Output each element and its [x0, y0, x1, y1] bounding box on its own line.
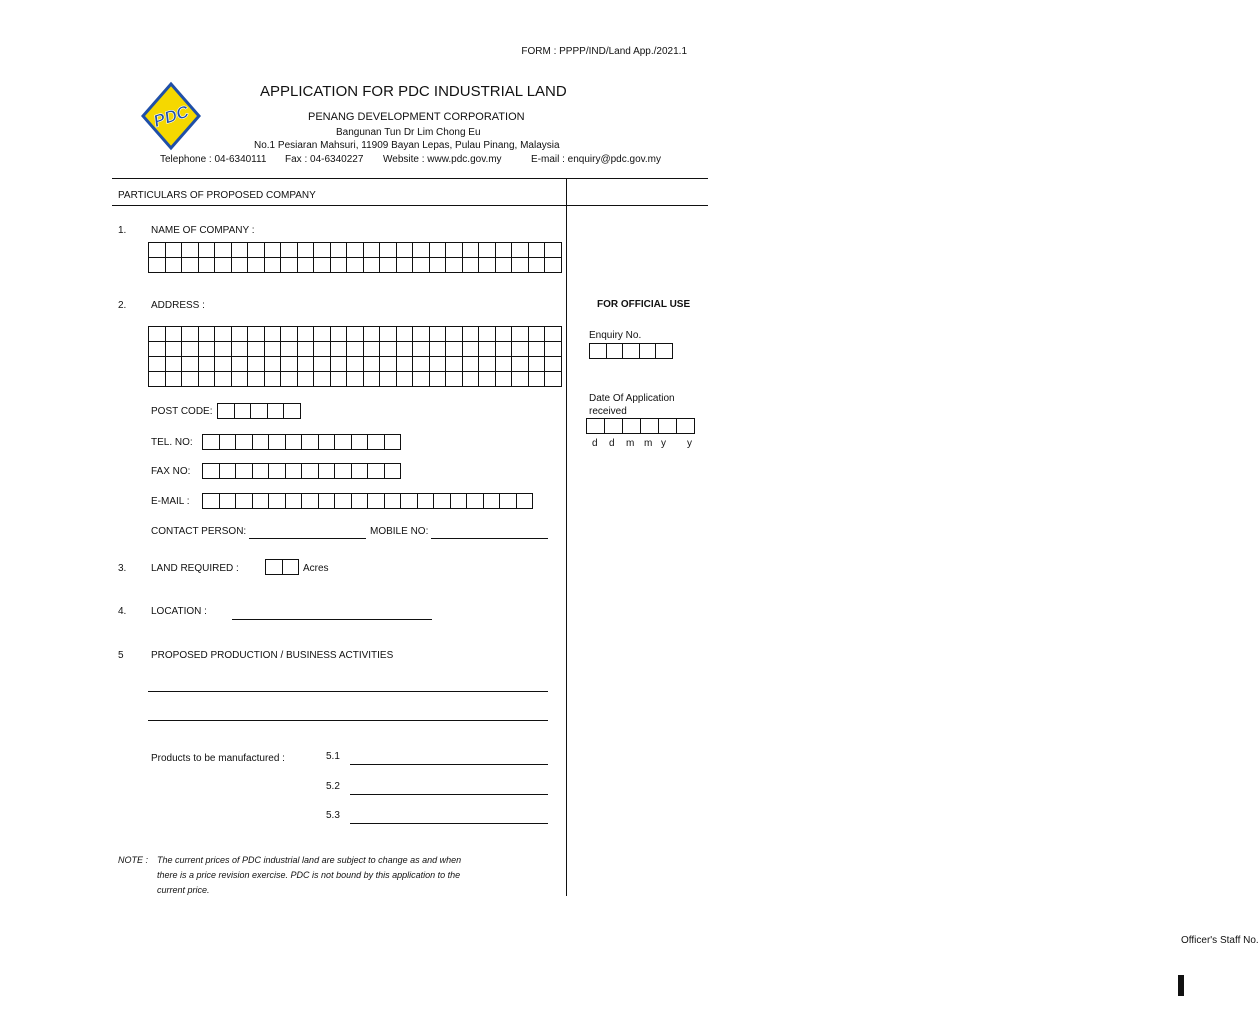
char-box[interactable] — [251, 404, 268, 419]
char-box[interactable] — [248, 327, 265, 342]
char-box[interactable] — [231, 372, 248, 387]
char-box[interactable] — [446, 243, 463, 258]
char-box[interactable] — [434, 494, 451, 509]
section-rule — [112, 205, 708, 206]
char-box[interactable] — [351, 494, 368, 509]
char-box[interactable] — [659, 419, 677, 434]
date-format-char: m — [626, 438, 635, 449]
char-box[interactable] — [182, 327, 199, 342]
char-box[interactable] — [281, 372, 298, 387]
char-box[interactable] — [462, 258, 479, 273]
enquiry-no-boxes[interactable] — [589, 343, 673, 359]
char-box[interactable] — [347, 342, 364, 357]
char-box[interactable] — [368, 464, 385, 479]
staff-no-label: Officer's Staff No. — [1181, 935, 1259, 946]
char-box[interactable] — [363, 342, 380, 357]
char-box[interactable] — [429, 372, 446, 387]
char-box[interactable] — [351, 435, 368, 450]
char-box[interactable] — [528, 258, 545, 273]
char-box[interactable] — [231, 357, 248, 372]
char-box[interactable] — [347, 372, 364, 387]
char-box[interactable] — [215, 327, 232, 342]
activities-line-1[interactable] — [148, 691, 548, 692]
char-box[interactable] — [606, 344, 623, 359]
char-box[interactable] — [215, 258, 232, 273]
char-box[interactable] — [363, 327, 380, 342]
char-box[interactable] — [318, 464, 335, 479]
address-label: ADDRESS : — [151, 300, 205, 311]
char-box[interactable] — [413, 258, 430, 273]
note-line-1: The current prices of PDC industrial land are subject to change as and when — [157, 855, 462, 865]
char-box[interactable] — [297, 372, 314, 387]
char-box[interactable] — [297, 243, 314, 258]
char-box[interactable] — [384, 494, 401, 509]
date-boxes[interactable] — [586, 418, 695, 434]
char-box[interactable] — [462, 372, 479, 387]
char-box[interactable] — [330, 372, 347, 387]
company-name-label: NAME OF COMPANY : — [151, 225, 255, 236]
date-format-char: d — [592, 438, 598, 449]
char-box[interactable] — [467, 494, 484, 509]
product-field-3[interactable] — [350, 823, 548, 824]
char-box[interactable] — [495, 342, 512, 357]
char-box[interactable] — [297, 357, 314, 372]
char-box[interactable] — [363, 258, 380, 273]
char-box[interactable] — [149, 357, 166, 372]
char-box[interactable] — [528, 327, 545, 342]
char-box[interactable] — [281, 327, 298, 342]
char-box[interactable] — [545, 342, 562, 357]
char-box[interactable] — [182, 342, 199, 357]
char-box[interactable] — [281, 258, 298, 273]
land-required-label: LAND REQUIRED : — [151, 563, 239, 574]
char-box[interactable] — [219, 494, 236, 509]
char-box[interactable] — [281, 357, 298, 372]
char-box[interactable] — [281, 342, 298, 357]
char-box[interactable] — [429, 258, 446, 273]
char-box[interactable] — [417, 494, 434, 509]
char-box[interactable] — [182, 258, 199, 273]
char-box[interactable] — [401, 494, 418, 509]
char-box[interactable] — [429, 342, 446, 357]
char-box[interactable] — [347, 357, 364, 372]
char-box[interactable] — [512, 342, 529, 357]
page-title: APPLICATION FOR PDC INDUSTRIAL LAND — [260, 83, 567, 100]
char-box[interactable] — [495, 327, 512, 342]
char-box[interactable] — [479, 342, 496, 357]
char-box[interactable] — [182, 357, 199, 372]
char-box[interactable] — [528, 243, 545, 258]
char-box[interactable] — [380, 327, 397, 342]
char-box[interactable] — [302, 435, 319, 450]
char-box[interactable] — [528, 357, 545, 372]
top-rule — [112, 178, 708, 179]
email-boxes[interactable] — [202, 493, 533, 509]
char-box[interactable] — [267, 404, 284, 419]
char-box[interactable] — [545, 258, 562, 273]
char-box[interactable] — [252, 494, 269, 509]
tel-boxes[interactable] — [202, 434, 401, 450]
org-address: No.1 Pesiaran Mahsuri, 11909 Bayan Lepas, Pulau Pinang, Malaysia — [254, 140, 560, 151]
char-box[interactable] — [368, 435, 385, 450]
char-box[interactable] — [165, 342, 182, 357]
q1-number: 1. — [118, 225, 127, 236]
char-box[interactable] — [335, 494, 352, 509]
fax-label: FAX NO: — [151, 466, 191, 477]
char-box[interactable] — [368, 494, 385, 509]
char-box[interactable] — [384, 464, 401, 479]
char-box[interactable] — [198, 357, 215, 372]
note-line-3: current price. — [157, 885, 210, 895]
char-box[interactable] — [446, 258, 463, 273]
char-box[interactable] — [495, 258, 512, 273]
char-box[interactable] — [198, 342, 215, 357]
char-box[interactable] — [266, 560, 283, 575]
char-box[interactable] — [281, 243, 298, 258]
char-box[interactable] — [236, 494, 253, 509]
product-number: 5.1 — [326, 751, 340, 762]
char-box[interactable] — [462, 342, 479, 357]
pdc-logo — [140, 82, 202, 150]
char-box[interactable] — [479, 357, 496, 372]
char-box[interactable] — [285, 494, 302, 509]
char-box[interactable] — [446, 327, 463, 342]
char-box[interactable] — [639, 344, 656, 359]
char-box[interactable] — [234, 404, 251, 419]
svg-text:PDC: PDC — [151, 101, 192, 132]
char-box[interactable] — [363, 243, 380, 258]
char-box[interactable] — [347, 243, 364, 258]
char-box[interactable] — [380, 342, 397, 357]
char-box[interactable] — [231, 327, 248, 342]
char-box[interactable] — [282, 560, 299, 575]
char-box[interactable] — [335, 464, 352, 479]
contact-person-field[interactable] — [249, 538, 366, 539]
char-box[interactable] — [462, 327, 479, 342]
char-box[interactable] — [165, 243, 182, 258]
char-box[interactable] — [396, 327, 413, 342]
char-box[interactable] — [413, 243, 430, 258]
char-box[interactable] — [149, 243, 166, 258]
note-prefix: NOTE : — [118, 855, 149, 865]
char-box[interactable] — [264, 258, 281, 273]
char-box[interactable] — [590, 344, 607, 359]
char-box[interactable] — [623, 419, 641, 434]
product-field-2[interactable] — [350, 794, 548, 795]
staff-no-boxes[interactable] — [1178, 975, 1184, 996]
org-name: PENANG DEVELOPMENT CORPORATION — [308, 111, 525, 123]
char-box[interactable] — [248, 243, 265, 258]
char-box[interactable] — [545, 372, 562, 387]
char-box[interactable] — [269, 435, 286, 450]
char-box[interactable] — [479, 258, 496, 273]
q2-number: 2. — [118, 300, 127, 311]
char-box[interactable] — [528, 342, 545, 357]
char-box[interactable] — [450, 494, 467, 509]
char-box[interactable] — [198, 243, 215, 258]
char-box[interactable] — [215, 357, 232, 372]
char-box[interactable] — [218, 404, 235, 419]
building-name: Bangunan Tun Dr Lim Chong Eu — [336, 127, 481, 138]
location-label: LOCATION : — [151, 606, 207, 617]
org-website: Website : www.pdc.gov.my — [383, 154, 502, 165]
email-label: E-MAIL : — [151, 496, 190, 507]
org-telephone: Telephone : 04-6340111 — [160, 154, 267, 165]
char-box[interactable] — [446, 372, 463, 387]
char-box[interactable] — [528, 372, 545, 387]
char-box[interactable] — [165, 372, 182, 387]
q5-number: 5 — [118, 650, 124, 661]
char-box[interactable] — [512, 327, 529, 342]
char-box[interactable] — [479, 372, 496, 387]
char-box[interactable] — [413, 372, 430, 387]
char-box[interactable] — [516, 494, 533, 509]
char-box[interactable] — [252, 435, 269, 450]
char-box[interactable] — [302, 494, 319, 509]
char-box[interactable] — [512, 258, 529, 273]
activities-label: PROPOSED PRODUCTION / BUSINESS ACTIVITIES — [151, 650, 394, 661]
char-box[interactable] — [396, 243, 413, 258]
char-box[interactable] — [330, 357, 347, 372]
char-box[interactable] — [297, 327, 314, 342]
location-field[interactable] — [232, 619, 432, 620]
char-box[interactable] — [314, 342, 331, 357]
char-box[interactable] — [284, 404, 301, 419]
char-box[interactable] — [429, 357, 446, 372]
official-divider — [566, 178, 567, 896]
char-box[interactable] — [215, 342, 232, 357]
char-box[interactable] — [335, 435, 352, 450]
char-box[interactable] — [363, 357, 380, 372]
org-email: E-mail : enquiry@pdc.gov.my — [531, 154, 662, 165]
product-number: 5.2 — [326, 781, 340, 792]
postcode-label: POST CODE: — [151, 406, 213, 417]
enquiry-no-label: Enquiry No. — [589, 330, 642, 341]
char-box[interactable] — [462, 243, 479, 258]
postcode-boxes[interactable] — [217, 403, 301, 419]
char-box[interactable] — [231, 342, 248, 357]
date-format-char: m — [644, 438, 653, 449]
char-box[interactable] — [545, 357, 562, 372]
char-box[interactable] — [363, 372, 380, 387]
char-box[interactable] — [149, 372, 166, 387]
date-format-char: d — [609, 438, 615, 449]
char-box[interactable] — [413, 327, 430, 342]
char-box[interactable] — [446, 357, 463, 372]
char-box[interactable] — [318, 494, 335, 509]
char-box[interactable] — [203, 435, 220, 450]
char-box[interactable] — [330, 258, 347, 273]
char-box[interactable] — [314, 357, 331, 372]
char-box[interactable] — [545, 327, 562, 342]
address-boxes[interactable] — [148, 326, 562, 387]
char-box[interactable] — [483, 494, 500, 509]
char-box[interactable] — [587, 419, 605, 434]
char-box[interactable] — [330, 243, 347, 258]
note-line-2: there is a price revision exercise. PDC is not bound by this application to the — [157, 870, 461, 880]
char-box[interactable] — [219, 435, 236, 450]
acres-unit: Acres — [303, 563, 329, 574]
char-box[interactable] — [479, 327, 496, 342]
char-box[interactable] — [605, 419, 623, 434]
char-box[interactable] — [248, 342, 265, 357]
char-box[interactable] — [264, 372, 281, 387]
char-box[interactable] — [149, 258, 166, 273]
char-box[interactable] — [236, 464, 253, 479]
mobile-field[interactable] — [431, 538, 548, 539]
char-box[interactable] — [269, 464, 286, 479]
char-box[interactable] — [512, 243, 529, 258]
char-box[interactable] — [264, 327, 281, 342]
char-box[interactable] — [318, 435, 335, 450]
char-box[interactable] — [264, 243, 281, 258]
char-box[interactable] — [429, 243, 446, 258]
products-label: Products to be manufactured : — [151, 753, 285, 764]
date-label: Date Of Application — [589, 393, 675, 404]
char-box[interactable] — [264, 342, 281, 357]
date-format-char: y — [687, 438, 692, 449]
char-box[interactable] — [165, 327, 182, 342]
q3-number: 3. — [118, 563, 127, 574]
char-box[interactable] — [413, 357, 430, 372]
char-box[interactable] — [677, 419, 695, 434]
char-box[interactable] — [641, 419, 659, 434]
char-box[interactable] — [495, 357, 512, 372]
char-box[interactable] — [248, 258, 265, 273]
char-box[interactable] — [384, 435, 401, 450]
product-field-1[interactable] — [350, 764, 548, 765]
char-box[interactable] — [380, 258, 397, 273]
char-box[interactable] — [462, 357, 479, 372]
char-box[interactable] — [512, 357, 529, 372]
char-box[interactable] — [165, 357, 182, 372]
org-fax: Fax : 04-6340227 — [285, 154, 364, 165]
char-box[interactable] — [330, 327, 347, 342]
char-box[interactable] — [203, 464, 220, 479]
contact-person-label: CONTACT PERSON: — [151, 526, 247, 537]
char-box[interactable] — [198, 258, 215, 273]
char-box[interactable] — [215, 372, 232, 387]
char-box[interactable] — [351, 464, 368, 479]
char-box[interactable] — [479, 243, 496, 258]
char-box[interactable] — [314, 243, 331, 258]
char-box[interactable] — [495, 243, 512, 258]
section-heading: PARTICULARS OF PROPOSED COMPANY — [118, 190, 316, 201]
char-box[interactable] — [512, 372, 529, 387]
date-label-received: received — [589, 406, 627, 417]
char-box[interactable] — [231, 258, 248, 273]
char-box[interactable] — [500, 494, 517, 509]
char-box[interactable] — [495, 372, 512, 387]
char-box[interactable] — [269, 494, 286, 509]
char-box[interactable] — [285, 435, 302, 450]
char-box[interactable] — [215, 243, 232, 258]
char-box[interactable] — [413, 342, 430, 357]
char-box[interactable] — [380, 372, 397, 387]
q4-number: 4. — [118, 606, 127, 617]
product-number: 5.3 — [326, 810, 340, 821]
char-box[interactable] — [198, 372, 215, 387]
char-box[interactable] — [203, 494, 220, 509]
char-box[interactable] — [380, 357, 397, 372]
char-box[interactable] — [347, 327, 364, 342]
char-box[interactable] — [446, 342, 463, 357]
char-box[interactable] — [248, 357, 265, 372]
char-box[interactable] — [248, 372, 265, 387]
mobile-label: MOBILE NO: — [370, 526, 429, 537]
company-name-boxes[interactable] — [148, 242, 562, 273]
form-code: FORM : PPPP/IND/Land App./2021.1 — [521, 46, 687, 57]
char-box[interactable] — [149, 342, 166, 357]
date-format-char: y — [661, 438, 666, 449]
char-box[interactable] — [231, 243, 248, 258]
char-box[interactable] — [314, 372, 331, 387]
tel-label: TEL. NO: — [151, 437, 193, 448]
fax-boxes[interactable] — [202, 463, 401, 479]
char-box[interactable] — [149, 327, 166, 342]
char-box[interactable] — [182, 372, 199, 387]
char-box[interactable] — [396, 372, 413, 387]
official-use-heading: FOR OFFICIAL USE — [597, 299, 691, 310]
char-box[interactable] — [219, 464, 236, 479]
char-box[interactable] — [429, 327, 446, 342]
char-box[interactable] — [396, 357, 413, 372]
char-box[interactable] — [314, 258, 331, 273]
char-box[interactable] — [297, 258, 314, 273]
char-box[interactable] — [347, 258, 364, 273]
char-box[interactable] — [656, 344, 673, 359]
char-box[interactable] — [285, 464, 302, 479]
char-box[interactable] — [396, 258, 413, 273]
char-box[interactable] — [545, 243, 562, 258]
char-box[interactable] — [380, 243, 397, 258]
char-box[interactable] — [236, 435, 253, 450]
char-box[interactable] — [182, 243, 199, 258]
char-box[interactable] — [297, 342, 314, 357]
char-box[interactable] — [396, 342, 413, 357]
char-box[interactable] — [1183, 976, 1184, 996]
land-required-boxes[interactable] — [265, 559, 299, 575]
char-box[interactable] — [330, 342, 347, 357]
char-box[interactable] — [252, 464, 269, 479]
char-box[interactable] — [165, 258, 182, 273]
activities-line-2[interactable] — [148, 720, 548, 721]
char-box[interactable] — [198, 327, 215, 342]
char-box[interactable] — [314, 327, 331, 342]
char-box[interactable] — [264, 357, 281, 372]
char-box[interactable] — [302, 464, 319, 479]
char-box[interactable] — [623, 344, 640, 359]
